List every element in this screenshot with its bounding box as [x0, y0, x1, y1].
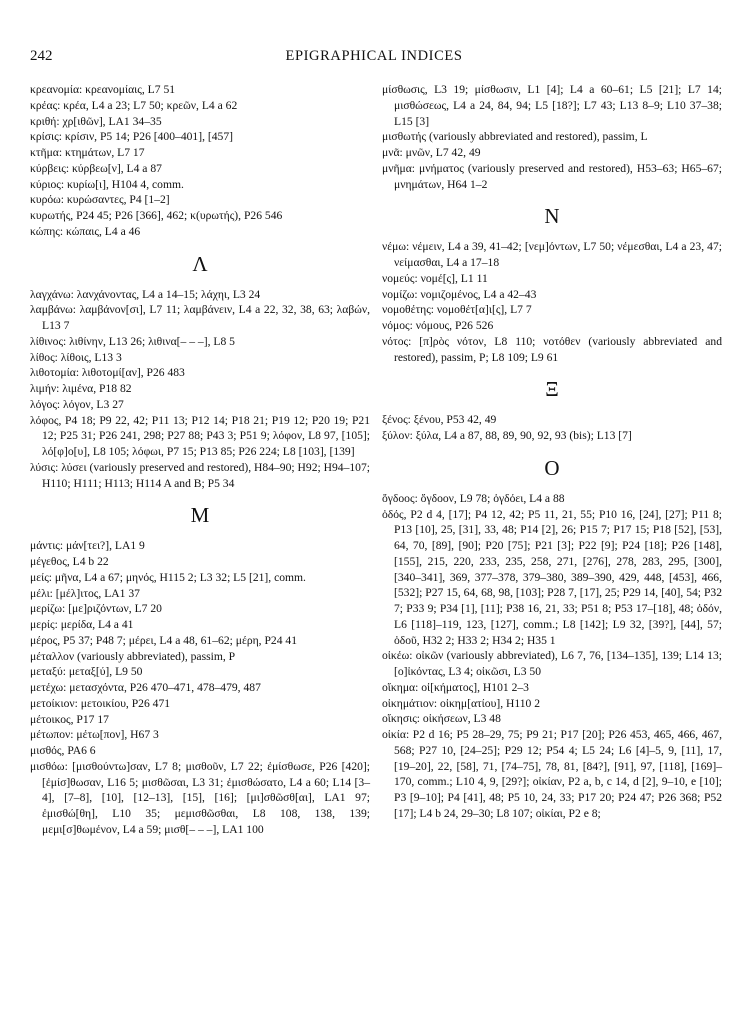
running-header — [30, 48, 718, 68]
index-entry: λίθινος: λιθίνην, L13 26; λιθινα[– – –], L8 5 — [30, 334, 235, 348]
entries-kappa — [30, 82, 370, 240]
index-entry: οἰκία: P2 d 16; P5 28–29, 75; P9 21; P17 [20]; P26 453, 465, 466, 467, 568; P27 10, [24–25]; P29 12; P54 4; L5 24; L6 [4]–5, 9, [11], 17, [19–20], 22, [58], 71, [74–75], 78, 81, [84?], [91], 97, [118], [169]–170, comm.; L10 4, 9, [29?]; οἰκίαν, P2 a, b, c 14, d [2], 9–10, e [10]; P3 [9–10]; P4 [41], 48; P5 10, 24, 33; P17 20; P24 47; P26 368; P52 [17]; L4 b 24, 29–30; L8 107; οἰκίαι, P2 e 8; — [382, 728, 722, 820]
index-entry: μερίς: μερίδα, L4 a 41 — [30, 618, 134, 631]
index-entry: λιθοτομία: λιθοτομί[αν], P26 483 — [30, 366, 185, 380]
index-entry: μέγεθος, L4 b 22 — [30, 555, 109, 568]
index-entry: κριθή: χρ[ιθῶν], LA1 34–35 — [30, 114, 162, 128]
index-entry: λαμβάνω: λαμβάνον[σι], L7 11; λαμβάνειν, L4 a 22, 32, 38, 63; λαβών, L13 7 — [30, 303, 370, 332]
index-entry: μέτοικος, P17 17 — [30, 712, 109, 726]
index-entry: νομοθέτης: νομοθέτ[α]ι[ς], L7 7 — [382, 303, 532, 317]
index-entry: λίθος: λίθοις, L13 3 — [30, 350, 122, 364]
index-entry: κυρωτής, P24 45; P26 [366], 462; κ(υρωτής), P26 546 — [30, 209, 283, 222]
index-entry: μνᾶ: μνῶν, L7 42, 49 — [382, 146, 481, 159]
index-entry: μείς: μῆνα, L4 a 67; μηνός, H115 2; L3 32; L5 [21], comm. — [30, 570, 306, 584]
section-heading-omicron: Ο — [544, 455, 560, 480]
index-entry: κώπης: κώπαις, L4 a 46 — [30, 224, 141, 238]
index-entry: κρίσις: κρίσιν, P5 14; P26 [400–401], [457] — [30, 130, 233, 144]
index-entry: κρεανομία: κρεανομίαις, L7 51 — [30, 83, 176, 96]
index-entry: λιμήν: λιμένα, P18 82 — [30, 382, 132, 395]
index-entry: κτῆμα: κτημάτων, L7 17 — [30, 146, 145, 159]
index-entry: μέρος, P5 37; P48 7; μέρει, L4 a 48, 61–62; μέρη, P24 41 — [30, 633, 298, 647]
index-entry: κυρόω: κυρώσαντες, P4 [1–2] — [30, 193, 170, 207]
index-entry: μισθόω: [μισθούντω]σαν, L7 8; μισθοῦν, L7 22; ἐμίσθωσε, P26 [420]; [ἐμίσ]θωσαν, L16 5; μισθῶσαι, L3 31; ἐμισθώσατο, L4 a 60; L14 [3–4], [7–8], [10], [12–13], [15], [16]; [μι]σθῶσθ[αι], LA1 97; ἐμισθώ[θη], L10 35; μεμισθῶσθαι, L8 108, 138, 139; μεμι[σ]θωμένον, L4 a 59; μισθ[– – –], LA1 100 — [30, 759, 370, 836]
index-entry: λόγος: λόγον, L3 27 — [30, 397, 124, 411]
index-entry: λόφος, P4 18; P9 22, 42; P11 13; P12 14; P18 21; P19 12; P20 19; P21 12; P25 31; P26 241, 298; P27 88; P43 3; P51 9; λόφον, L8 97, [105]; λό[φ]ο[υ], L8 105; λόφωι, P7 15; P13 85; P26 224; L8 [103], [139] — [30, 413, 370, 458]
index-entry: οἰκέω: οἰκῶν (variously abbreviated), L6 7, 76, [134–135], 139; L14 13; [ο]ἰκόντας, L3 4; οἰκῶσι, L3 50 — [382, 649, 722, 678]
entries-nu — [382, 239, 722, 365]
entries-lambda — [30, 287, 370, 492]
entries-mu-continued — [382, 82, 722, 192]
index-entry: οἴκησις: οἰκήσεων, L3 48 — [382, 712, 501, 726]
index-entry: μισθωτής (variously abbreviated and restored), passim, L — [382, 130, 648, 144]
index-entry: μέλι: [μέλ]ιτος, LA1 37 — [30, 586, 140, 600]
index-entry: ξύλον: ξύλα, L4 a 87, 88, 89, 90, 92, 93 (bis); L13 [7] — [382, 429, 632, 442]
index-entry: μέταλλον (variously abbreviated), passim, P — [30, 649, 236, 663]
index-entry: οἴκημα: οἰ[κήματος], H101 2–3 — [382, 680, 529, 694]
running-title: EPIGRAPHICAL INDICES — [285, 48, 463, 64]
index-entry: μέτωπον: μέτω[πον], H67 3 — [30, 728, 159, 742]
index-entry: μίσθωσις, L3 19; μίσθωσιν, L1 [4]; L4 a 60–61; L5 [21]; L7 14; μισθώσεως, L4 a 24, 84, 94; L5 [18?]; L7 43; L13 8–9; L10 37–38; L15 [3] — [382, 83, 722, 128]
index-entry: μερίζω: [με]ριζόντων, L7 20 — [30, 602, 162, 616]
index-entry: λαγχάνω: λανχάνοντας, L4 a 14–15; λάχηι, L3 24 — [30, 287, 261, 301]
index-entry: νόμος: νόμους, P26 526 — [382, 319, 494, 332]
index-entry: μνῆμα: μνήματος (variously preserved and restored), H53–63; H65–67; μνημάτων, H64 1–2 — [382, 161, 722, 191]
entries-mu — [30, 538, 370, 837]
index-entry: νέμω: νέμειν, L4 a 39, 41–42; [νεμ]όντων, L7 50; νέμεσθαι, L4 a 23, 47; νείμασθαι, L4 a 17–18 — [382, 240, 722, 269]
index-entry: νομεύς: νομέ[ς], L1 11 — [382, 271, 488, 285]
index-entry: μεταξύ: μεταξ[ύ], L9 50 — [30, 665, 143, 679]
entries-omicron — [382, 491, 722, 822]
index-entry: νότος: [π]ρὸς νότον, L8 110; νοτόθεν (variously abbreviated and restored), passim, P; L8 109; L9 61 — [382, 334, 722, 364]
section-heading-xi: Ξ — [545, 377, 559, 402]
index-entry: μισθός, PA6 6 — [30, 744, 96, 757]
index-entry: κύριος: κυρίω[ι], H104 4, comm. — [30, 177, 184, 191]
section-heading-nu: Ν — [544, 204, 560, 229]
index-entry: ὄγδοος: ὄγδοον, L9 78; ὀγδόει, L4 a 88 — [382, 491, 565, 505]
section-heading-mu: Μ — [190, 503, 210, 528]
index-entry: μάντις: μάν[τει?], LA1 9 — [30, 539, 145, 553]
left-column — [30, 82, 370, 838]
index-entry: κύρβεις: κύρβεω[ν], L4 a 87 — [30, 161, 162, 175]
index-entry: ὁδός, P2 d 4, [17]; P4 12, 42; P5 11, 21, 55; P10 16, [24], [27]; P11 8; P13 [10], 25, [31], 33, 48; P14 [2], 26; P15 7; P17 15; P18 [52], [53], 64, 70, [89], [90]; P20 [75]; P21 [3]; P22 [9]; P24 [18]; P26 [148], [155], 215, 220, 233, 235, 258, 271, [276], 278, 283, 295, [300], [340–341], 369, 377–378, 379–380, 389–390, 429, 448, [453], 466, [532]; P27 15, 64, 68, 98, [103]; P28 7, [17], 25; P29 14, [40], 54; P32 7; P33 9; P34 [1], [11]; P38 16, 21, 33; P51 8; P53 17–[18], 48; ὁδόν, L6 [118]–119, 123, [127], comm.; L8 [142]; L9 32, [39?], [44], 57; ὁδοῦ, H32 2; H33 2; H34 2; H35 1 — [382, 507, 722, 647]
index-entry: μετέχω: μετασχόντα, P26 470–471, 478–479, 487 — [30, 681, 261, 694]
index-entry: νομίζω: νομιζομένος, L4 a 42–43 — [382, 287, 537, 301]
entries-xi — [382, 412, 722, 444]
index-entry: λύσις: λύσει (variously preserved and restored), H84–90; H92; H94–107; H110; H111; H113; H114 A and B; P5 34 — [30, 460, 370, 490]
section-heading-lambda: Λ — [192, 251, 208, 276]
index-entry: ξένος: ξένου, P53 42, 49 — [382, 413, 497, 427]
index-entry: οἰκημάτιον: οἰκημ[ατίου], H110 2 — [382, 696, 541, 710]
index-entry: μετοίκιον: μετοικίου, P26 471 — [30, 696, 171, 710]
index-entry: κρέας: κρέα, L4 a 23; L7 50; κρεῶν, L4 a 62 — [30, 98, 238, 112]
right-column — [382, 82, 722, 822]
page-number: 242 — [30, 48, 53, 64]
